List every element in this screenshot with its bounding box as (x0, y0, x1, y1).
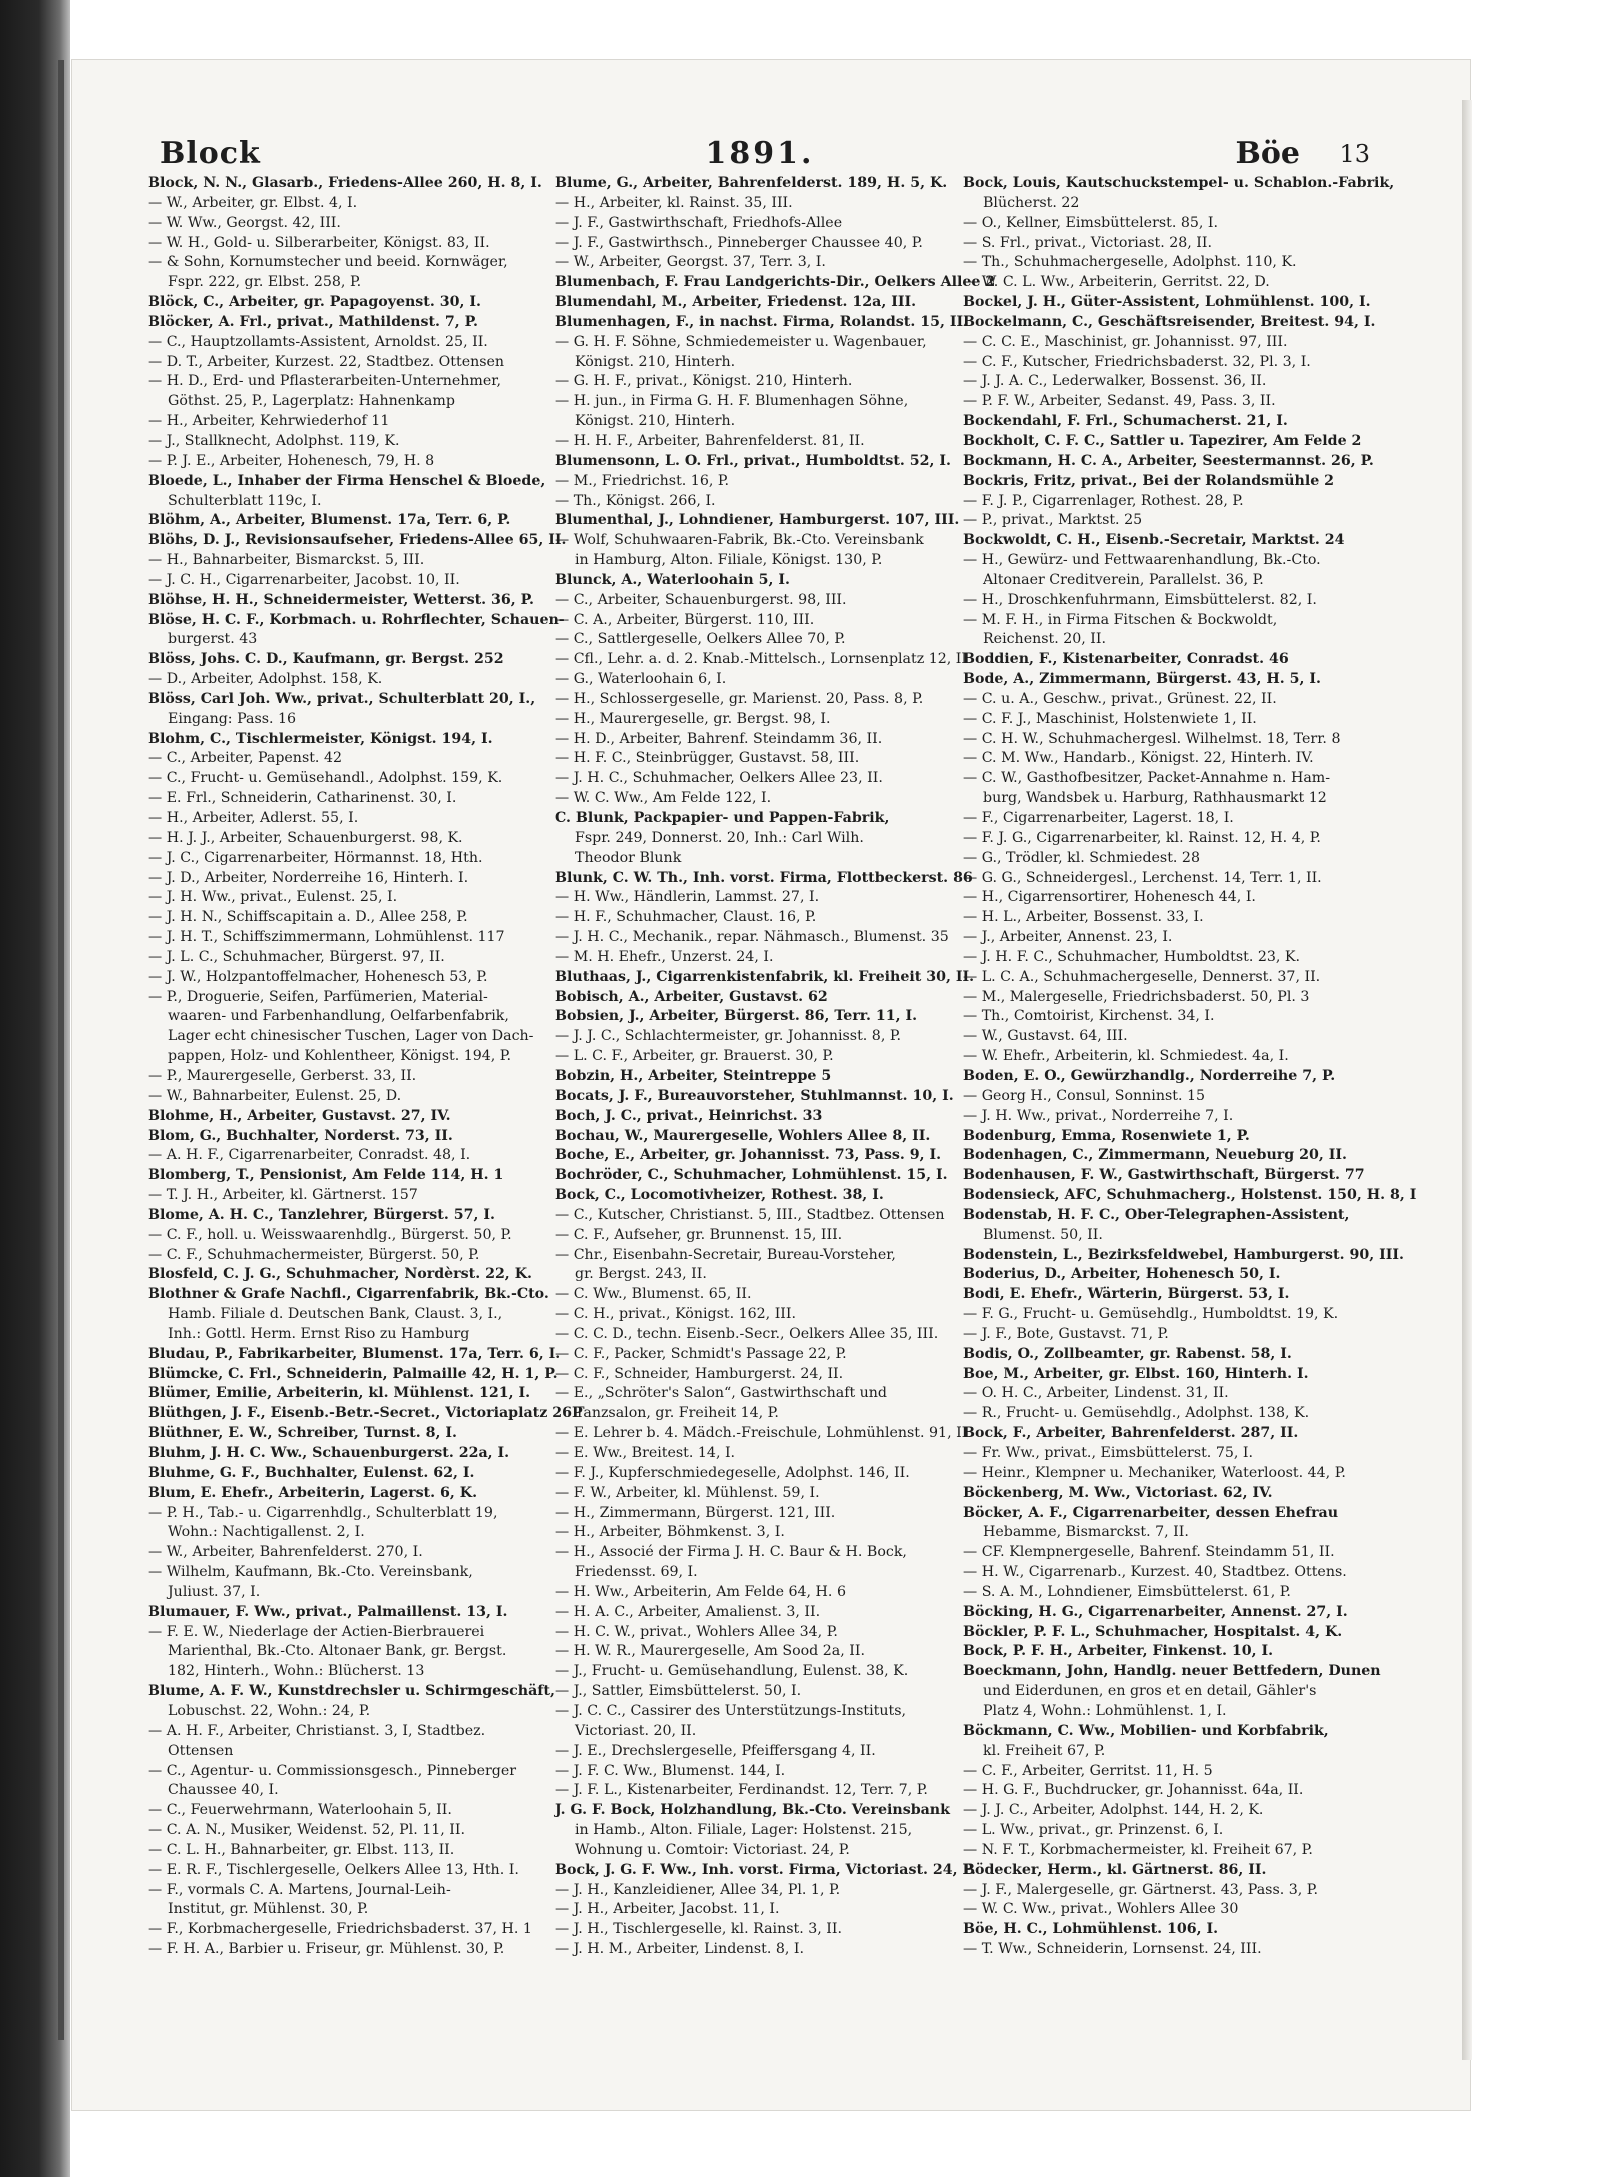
directory-entry-line: — Th., Schuhmachergeselle, Adolphst. 110, K. (963, 254, 1297, 271)
directory-entry-line: — M. F. H., in Firma Fitschen & Bockwoldt, (963, 611, 1278, 628)
directory-entry-line: Boddien, F., Kistenarbeiter, Conradst. 46 (963, 651, 1289, 668)
directory-entry-line: — P. J. E., Arbeiter, Hohenesch, 79, H. 8 (148, 452, 435, 469)
directory-entry-line: — H. W. R., Maurergeselle, Am Sood 2a, II. (555, 1643, 865, 1660)
directory-entry-line: — J. F., Gastwirthsch., Pinneberger Chaussee 40, P. (555, 234, 923, 251)
directory-entry-line: Blohm, C., Tischlermeister, Königst. 194, I. (148, 730, 493, 747)
directory-entry-line: Blöse, H. C. F., Korbmach. u. Rohrflechter, Schauen- (148, 611, 565, 628)
directory-entry-line: Reichenst. 20, II. (983, 631, 1107, 648)
directory-entry-line: Bluhm, J. H. C. Ww., Schauenburgerst. 22a, I. (148, 1445, 510, 1461)
directory-entry-line: Bockelmann, C., Geschäftsreisender, Breitest. 94, I. (963, 313, 1376, 330)
directory-entry-line: — W., Gustavst. 64, III. (963, 1028, 1128, 1045)
directory-entry-line: Bodensieck, AFC, Schuhmacherg., Holstenst. 150, H. 8, I (963, 1187, 1417, 1204)
directory-entry-line: — E., „Schröter's Salon“, Gastwirthschaft und (555, 1385, 888, 1402)
directory-entry-line: Königst. 210, Hinterh. (575, 413, 736, 430)
directory-entry-line: Blumenthal, J., Lohndiener, Hamburgerst. 107, III. (555, 512, 960, 529)
directory-entry-line: — H. L., Arbeiter, Bossenst. 33, I. (963, 909, 1204, 926)
directory-entry-line: Blome, A. H. C., Tanzlehrer, Bürgerst. 57, I. (148, 1206, 495, 1223)
directory-entry-line: Blunk, C. W. Th., Inh. vorst. Firma, Flottbeckerst. 86 (555, 869, 973, 886)
directory-entry-line: Ottensen (168, 1742, 234, 1759)
directory-entry-line: Bodenstein, L., Bezirksfeldwebel, Hamburgerst. 90, III. (963, 1246, 1404, 1263)
directory-entry-line: Blohme, H., Arbeiter, Gustavst. 27, IV. (148, 1107, 451, 1124)
directory-entry-line: Böckmann, C. Ww., Mobilien- und Korbfabrik, (963, 1722, 1329, 1739)
directory-entry-line: Bode, A., Zimmermann, Bürgerst. 43, H. 5, I. (963, 671, 1321, 688)
directory-entry-line: Böckenberg, M. Ww., Victoriast. 62, IV. (963, 1484, 1273, 1501)
directory-entry-line: — C. F., Schuhmachermeister, Bürgerst. 50, P. (148, 1246, 480, 1263)
directory-entry-line: Bockendahl, F. Frl., Schumacherst. 21, I. (963, 413, 1288, 430)
directory-entry-line: — J. H., Arbeiter, Jacobst. 11, I. (555, 1901, 780, 1918)
directory-entry-line: — P. F. W., Arbeiter, Sedanst. 49, Pass. 3, II. (963, 393, 1276, 410)
directory-entry-line: — C., Hauptzollamts-Assistent, Arnoldst. 25, II. (148, 333, 488, 350)
directory-entry-line: Lager echt chinesischer Tuschen, Lager von Dach- (168, 1028, 534, 1045)
directory-entry-line: — J. H. F. C., Schuhmacher, Humboldtst. 23, K. (963, 948, 1301, 965)
directory-entry-line: — C. L. H., Bahnarbeiter, gr. Elbst. 113, II. (148, 1841, 455, 1858)
directory-entry-line: Boche, E., Arbeiter, gr. Johannisst. 73, Pass. 9, I. (555, 1147, 942, 1164)
directory-entry-line: Boch, J. C., privat., Heinrichst. 33 (555, 1107, 823, 1124)
directory-entry-line: — W., Arbeiter, Bahrenfelderst. 270, I. (148, 1544, 423, 1561)
directory-entry-line: — R., Frucht- u. Gemüsehdlg., Adolphst. 138, K. (963, 1405, 1310, 1422)
directory-entry-line: — J. F. C. Ww., Blumenst. 144, I. (555, 1762, 786, 1779)
directory-entry-line: Bluhme, G. F., Buchhalter, Eulenst. 62, I. (148, 1464, 475, 1481)
directory-entry-line: gr. Bergst. 243, II. (575, 1266, 707, 1283)
directory-entry-line: — F. G., Frucht- u. Gemüsehdlg., Humboldtst. 19, K. (963, 1306, 1339, 1323)
directory-entry-line: Juliust. 37, I. (168, 1583, 261, 1600)
directory-entry-line: — F., Korbmachergeselle, Friedrichsbaderst. 37, H. 1 (148, 1921, 532, 1938)
directory-entry-line: — S. Frl., privat., Victoriast. 28, II. (963, 234, 1213, 251)
directory-entry-line: — J. H. Ww., privat., Norderreihe 7, I. (963, 1107, 1234, 1124)
directory-entry-line: — O. H. C., Arbeiter, Lindenst. 31, II. (963, 1385, 1229, 1402)
binding-edge (58, 60, 64, 2040)
directory-entry-line: — H., Schlossergeselle, gr. Marienst. 20, Pass. 8, P. (555, 690, 924, 707)
directory-entry-line: — C. A., Arbeiter, Bürgerst. 110, III. (555, 611, 815, 628)
directory-entry-line: — J. L. C., Schuhmacher, Bürgerst. 97, II. (148, 948, 445, 965)
directory-entry-line: waaren- und Farbenhandlung, Oelfarbenfabrik, (168, 1008, 509, 1025)
directory-entry-line: Bodis, O., Zollbeamter, gr. Rabenst. 58, I. (963, 1345, 1292, 1362)
directory-entry-line: — D. T., Arbeiter, Kurzest. 22, Stadtbez. Ottensen (148, 353, 505, 370)
directory-entry-line: Blöcker, A. Frl., privat., Mathildenst. 7, P. (148, 313, 478, 330)
directory-entry-line: Friedensst. 69, I. (575, 1564, 698, 1581)
directory-entry-line: Blomberg, T., Pensionist, Am Felde 114, H. 1 (148, 1167, 504, 1184)
directory-entry-line: Blumauer, F. Ww., privat., Palmaillenst. 13, I. (148, 1603, 508, 1620)
directory-entry-line: — C., Arbeiter, Schauenburgerst. 98, III. (555, 591, 847, 608)
directory-entry-line: Blücherst. 22 (983, 194, 1080, 211)
directory-entry-line: — H., Arbeiter, Adlerst. 55, I. (148, 810, 359, 826)
directory-entry-line: — J., Sattler, Eimsbüttelerst. 50, I. (555, 1683, 802, 1700)
directory-entry-line: — C. F., Kutscher, Friedrichsbaderst. 32, Pl. 3, I. (963, 353, 1311, 370)
directory-entry-line: Boeckmann, John, Handlg. neuer Bettfedern, Dunen (963, 1663, 1381, 1680)
directory-entry-line: — W. C. Ww., privat., Wohlers Allee 30 (963, 1901, 1239, 1918)
directory-entry-line: Bodenhagen, C., Zimmermann, Neueburg 20, II. (963, 1147, 1347, 1164)
directory-entry-line: kl. Freiheit 67, P. (983, 1742, 1106, 1759)
directory-entry-line: — G., Waterloohain 6, I. (555, 671, 727, 688)
directory-entry-line: — W. C. L. Ww., Arbeiterin, Gerritst. 22, D. (963, 274, 1270, 291)
directory-entry-line: — G. G., Schneidergesl., Lerchenst. 14, Terr. 1, II. (963, 869, 1322, 886)
directory-entry-line: Blöss, Carl Joh. Ww., privat., Schulterblatt 20, I., (148, 690, 536, 707)
directory-entry-line: — Th., Comtoirist, Kirchenst. 34, I. (963, 1008, 1215, 1025)
directory-entry-line: — C., Kutscher, Christianst. 5, III., Stadtbez. Ottensen (555, 1206, 945, 1223)
directory-entry-line: — C. F., Schneider, Hamburgerst. 24, II. (555, 1365, 844, 1382)
directory-entry-line: — J. H. Ww., privat., Eulenst. 25, I. (148, 889, 398, 906)
directory-entry-line: — Th., Königst. 266, I. (555, 492, 716, 509)
directory-entry-line: — CF. Klempnergeselle, Bahrenf. Steindamm 51, II. (963, 1544, 1335, 1561)
directory-entry-line: Blumensonn, L. O. Frl., privat., Humboldtst. 52, I. (555, 452, 951, 469)
directory-entry-line: Blume, G., Arbeiter, Bahrenfelderst. 189, H. 5, K. (555, 175, 948, 191)
directory-entry-line: — Wolf, Schuhwaaren-Fabrik, Bk.-Cto. Vereinsbank (555, 532, 924, 549)
directory-entry-line: Tanzsalon, gr. Freiheit 14, P. (575, 1405, 779, 1422)
directory-entry-line: — J. H. T., Schiffszimmermann, Lohmühlenst. 117 (148, 929, 505, 946)
directory-entry-line: — H. W., Cigarrenarb., Kurzest. 40, Stadtbez. Ottens. (963, 1564, 1347, 1581)
directory-entry-line: burg, Wandsbek u. Harburg, Rathhausmarkt 12 (983, 790, 1327, 807)
directory-entry-line: Blöck, C., Arbeiter, gr. Papagoyenst. 30, I. (148, 294, 481, 311)
directory-entry-line: — C., Sattlergeselle, Oelkers Allee 70, P. (555, 631, 846, 648)
directory-entry-line: — L. Ww., privat., gr. Prinzenst. 6, I. (963, 1822, 1224, 1839)
directory-entry-line: Bock, F., Arbeiter, Bahrenfelderst. 287, II. (963, 1425, 1299, 1442)
directory-entry-line: — W. C. Ww., Am Felde 122, I. (555, 790, 772, 807)
directory-entry-line: — C., Frucht- u. Gemüsehandl., Adolphst. 159, K. (148, 770, 503, 787)
directory-entry-line: Platz 4, Wohn.: Lohmühlenst. 1, I. (983, 1702, 1227, 1719)
directory-entry-line: — J. C. H., Cigarrenarbeiter, Jacobst. 10, II. (148, 571, 460, 588)
directory-entry-line: Böckler, P. F. L., Schuhmacher, Hospitalst. 4, K. (963, 1623, 1343, 1640)
directory-entry-line: Königst. 210, Hinterh. (575, 353, 736, 370)
directory-entry-line: — L. C. A., Schuhmachergeselle, Dennerst. 37, II. (963, 968, 1321, 985)
directory-entry-line: Wohnung u. Comtoir: Victoriast. 24, P. (575, 1841, 850, 1858)
directory-entry-line: Victoriast. 20, II. (575, 1722, 697, 1739)
directory-entry-line: Schulterblatt 119c, I. (168, 492, 322, 509)
directory-entry-line: — J. C., Cigarrenarbeiter, Hörmannst. 18, Hth. (148, 849, 483, 866)
directory-entry-line: 182, Hinterh., Wohn.: Blücherst. 13 (168, 1663, 425, 1680)
directory-entry-line: — H. jun., in Firma G. H. F. Blumenhagen Söhne, (555, 393, 909, 410)
directory-entry-line: — J. D., Arbeiter, Norderreihe 16, Hinterh. I. (148, 869, 469, 886)
directory-entry-line: — C., Arbeiter, Papenst. 42 (148, 750, 342, 767)
directory-entry-line: — J. F., Malergeselle, gr. Gärtnerst. 43, Pass. 3, P. (963, 1881, 1318, 1898)
directory-entry-line: — F. J., Kupferschmiedegeselle, Adolphst. 146, II. (555, 1464, 910, 1481)
directory-entry-line: Boderius, D., Arbeiter, Hohenesch 50, I. (963, 1266, 1281, 1283)
directory-entry-line: Bodenburg, Emma, Rosenwiete 1, P. (963, 1127, 1250, 1144)
directory-entry-line: Chaussee 40, I. (168, 1782, 279, 1799)
directory-entry-line: — W. Ww., Georgst. 42, III. (148, 214, 341, 231)
directory-entry-line: Bodenstab, H. F. C., Ober-Telegraphen-Assistent, (963, 1206, 1350, 1223)
directory-entry-line: — Fr. Ww., privat., Eimsbüttelerst. 75, I. (963, 1445, 1254, 1461)
directory-entry-line: — H. C. W., privat., Wohlers Allee 34, P. (555, 1623, 838, 1640)
directory-entry-line: — & Sohn, Kornumstecher und beeid. Kornwäger, (148, 254, 508, 271)
directory-entry-line: — P., Maurergeselle, Gerberst. 33, II. (148, 1067, 417, 1084)
directory-entry-line: Blümcke, C. Frl., Schneiderin, Palmaille 42, H. 1, P. (148, 1365, 558, 1382)
directory-entry-line: Block, N. N., Glasarb., Friedens-Allee 260, H. 8, I. (148, 175, 542, 191)
directory-entry-line: Blumenbach, F. Frau Landgerichts-Dir., Oelkers Allee 2 (555, 274, 996, 291)
directory-entry-line: — J. J. C., Schlachtermeister, gr. Johannisst. 8, P. (555, 1028, 902, 1045)
directory-entry-line: — P., Droguerie, Seifen, Parfümerien, Material- (148, 988, 488, 1005)
directory-entry-line: Bochau, W., Maurergeselle, Wohlers Allee 8, II. (555, 1127, 931, 1144)
directory-entry-line: — J. H., Kanzleidiener, Allee 34, Pl. 1, P. (555, 1881, 841, 1898)
directory-entry-line: — H. G. F., Buchdrucker, gr. Johannisst. 64a, II. (963, 1782, 1304, 1799)
directory-entry-line: — H. Ww., Händlerin, Lammst. 27, I. (555, 889, 820, 906)
directory-entry-line: — T. J. H., Arbeiter, kl. Gärtnerst. 157 (148, 1187, 418, 1204)
header-right-keyword: Böe (1235, 136, 1300, 171)
directory-entry-line: — J., Arbeiter, Annenst. 23, I. (963, 929, 1173, 946)
directory-entry-line: — P. H., Tab.- u. Cigarrenhdlg., Schulterblatt 19, (148, 1504, 498, 1521)
directory-entry-line: — J. H. C., Schuhmacher, Oelkers Allee 23, II. (555, 770, 883, 787)
directory-entry-line: Bocats, J. F., Bureauvorsteher, Stuhlmannst. 10, I. (555, 1087, 954, 1104)
directory-entry-line: — E. Frl., Schneiderin, Catharinenst. 30, I. (148, 790, 457, 807)
directory-entry-line: Blom, G., Buchhalter, Norderst. 73, II. (148, 1127, 453, 1144)
directory-entry-line: — Heinr., Klempner u. Mechaniker, Waterloost. 44, P. (963, 1464, 1346, 1481)
directory-entry-line: — C. A. N., Musiker, Weidenst. 52, Pl. 11, II. (148, 1822, 466, 1839)
directory-entry-line: Lobuschst. 22, Wohn.: 24, P. (168, 1702, 371, 1719)
directory-entry-line: — H., Gewürz- und Fettwaarenhandlung, Bk.-Cto. (963, 552, 1321, 569)
directory-entry-line: C. Blunk, Packpapier- und Pappen-Fabrik, (555, 810, 890, 826)
page-number: 13 (1339, 140, 1370, 168)
directory-entry-line: J. G. F. Bock, Holzhandlung, Bk.-Cto. Vereinsbank (555, 1802, 950, 1819)
directory-entry-line: — J. F. L., Kistenarbeiter, Ferdinandst. 12, Terr. 7, P. (555, 1782, 928, 1799)
directory-entry-line: in Hamb., Alton. Filiale, Lager: Holstenst. 215, (575, 1822, 913, 1839)
directory-entry-line: burgerst. 43 (168, 631, 258, 648)
directory-entry-line: — J. C. C., Cassirer des Unterstützungs-Instituts, (555, 1702, 906, 1719)
directory-entry-line: — C. M. Ww., Handarb., Königst. 22, Hinterh. IV. (963, 750, 1314, 767)
directory-entry-line: — Cfl., Lehr. a. d. 2. Knab.-Mittelsch., Lornsenplatz 12, II (555, 651, 967, 668)
directory-entry-line: — H., Arbeiter, Kehrwiederhof 11 (148, 413, 390, 430)
directory-entry-line: Bock, Louis, Kautschuckstempel- u. Schablon.-Fabrik, (963, 175, 1395, 191)
directory-entry-line: und Eiderdunen, en gros et en detail, Gähler's (983, 1683, 1317, 1700)
directory-entry-line: Blosfeld, C. J. G., Schuhmacher, Nordèrst. 22, K. (148, 1266, 532, 1283)
directory-entry-line: — G., Trödler, kl. Schmiedest. 28 (963, 849, 1200, 866)
directory-entry-line: — E. Lehrer b. 4. Mädch.-Freischule, Lohmühlenst. 91, II (555, 1425, 968, 1442)
directory-entry-line: — F. E. W., Niederlage der Actien-Bierbrauerei (148, 1623, 485, 1640)
directory-entry-line: — J. F., Gastwirthschaft, Friedhofs-Allee (555, 214, 843, 231)
directory-entry-line: — H., Zimmermann, Bürgerst. 121, III. (555, 1504, 836, 1521)
directory-entry-line: Blumenst. 50, II. (983, 1226, 1103, 1243)
directory-entry-line: Blöhse, H. H., Schneidermeister, Wetterst. 36, P. (148, 591, 534, 608)
directory-entry-line: — H. F., Schuhmacher, Claust. 16, P. (555, 909, 817, 926)
directory-entry-line: Fspr. 222, gr. Elbst. 258, P. (168, 274, 362, 291)
directory-entry-line: Böcker, A. F., Cigarrenarbeiter, dessen Ehefrau (963, 1504, 1339, 1521)
directory-entry-line: Institut, gr. Mühlenst. 30, P. (168, 1901, 369, 1918)
directory-entry-line: — G. H. F., privat., Königst. 210, Hinterh. (555, 373, 853, 390)
directory-entry-line: — J. H., Tischlergeselle, kl. Rainst. 3, II. (555, 1921, 842, 1938)
directory-entry-line: Theodor Blunk (575, 849, 682, 866)
directory-entry-line: — E. Ww., Breitest. 14, I. (555, 1445, 736, 1461)
directory-entry-line: — W., Arbeiter, Georgst. 37, Terr. 3, I. (555, 254, 826, 271)
directory-entry-line: Böe, H. C., Lohmühlenst. 106, I. (963, 1921, 1219, 1938)
directory-entry-line: — C. F., Arbeiter, Gerritst. 11, H. 5 (963, 1762, 1213, 1779)
directory-entry-line: — A. H. F., Cigarrenarbeiter, Conradst. 48, I. (148, 1147, 471, 1164)
directory-entry-line: Blothner & Grafe Nachfl., Cigarrenfabrik, Bk.-Cto. (148, 1286, 549, 1303)
directory-entry-line: Bodenhausen, F. W., Gastwirthschaft, Bürgerst. 77 (963, 1167, 1365, 1184)
directory-entry-line: Blumenhagen, F., in nachst. Firma, Rolandst. 15, II. (555, 313, 969, 330)
directory-entry-line: Hebamme, Bismarckst. 7, II. (983, 1524, 1189, 1541)
directory-entry-line: Blum, E. Ehefr., Arbeiterin, Lagerst. 6, K. (148, 1484, 478, 1501)
directory-entry-line: Bludau, P., Fabrikarbeiter, Blumenst. 17a, Terr. 6, I. (148, 1345, 561, 1362)
directory-entry-line: — T. Ww., Schneiderin, Lornsenst. 24, III. (963, 1941, 1262, 1958)
directory-entry-line: Blüthgen, J. F., Eisenb.-Betr.-Secret., Victoriaplatz 26P (148, 1405, 583, 1422)
page-header (150, 136, 1370, 176)
directory-entry-line: Blumendahl, M., Arbeiter, Friedenst. 12a, III. (555, 294, 917, 311)
directory-entry-line: — J. J. A. C., Lederwalker, Bossenst. 36, II. (963, 373, 1267, 390)
page-edge (1462, 100, 1472, 2060)
directory-entry-line: — J. W., Holzpantoffelmacher, Hohenesch 53, P. (148, 968, 488, 985)
directory-entry-line: — C. F., Aufseher, gr. Brunnenst. 15, III. (555, 1226, 843, 1243)
directory-entry-line: — C. H. W., Schuhmachergesl. Wilhelmst. 18, Terr. 8 (963, 730, 1341, 747)
directory-entry-line: — E. R. F., Tischlergeselle, Oelkers Allee 13, Hth. I. (148, 1861, 519, 1878)
directory-entry-line: — L. C. F., Arbeiter, gr. Brauerst. 30, P. (555, 1048, 834, 1065)
directory-entry-line: — Chr., Eisenbahn-Secretair, Bureau-Vorsteher, (555, 1246, 896, 1263)
directory-entry-line: — H. J. J., Arbeiter, Schauenburgerst. 98, K. (148, 829, 463, 846)
directory-entry-line: — Wilhelm, Kaufmann, Bk.-Cto. Vereinsbank, (148, 1564, 473, 1581)
directory-entry-line: — J. J. C., Arbeiter, Adolphst. 144, H. 2, K. (963, 1802, 1264, 1819)
directory-entry-line: Blöss, Johs. C. D., Kaufmann, gr. Bergst. 252 (148, 651, 504, 668)
directory-entry-line: — N. F. T., Korbmachermeister, kl. Freiheit 67, P. (963, 1841, 1313, 1858)
directory-entry-line: — C., Agentur- u. Commissionsgesch., Pinneberger (148, 1762, 517, 1779)
directory-entry-line: Bluthaas, J., Cigarrenkistenfabrik, kl. Freiheit 30, II. (555, 968, 975, 985)
directory-entry-line: — H., Arbeiter, kl. Rainst. 35, III. (555, 194, 793, 211)
directory-entry-line: Blöhm, A., Arbeiter, Blumenst. 17a, Terr. 6, P. (148, 512, 511, 529)
directory-entry-line: — Georg H., Consul, Sonninst. 15 (963, 1087, 1206, 1104)
directory-entry-line: — J. H. M., Arbeiter, Lindenst. 8, I. (555, 1941, 805, 1958)
directory-entry-line: — M. H. Ehefr., Unzerst. 24, I. (555, 948, 774, 965)
directory-entry-line: in Hamburg, Alton. Filiale, Königst. 130, P. (575, 552, 883, 569)
directory-entry-line: Bockris, Fritz, privat., Bei der Rolandsmühle 2 (963, 472, 1335, 489)
directory-entry-line: — C. C. E., Maschinist, gr. Johannisst. 97, III. (963, 333, 1288, 350)
directory-entry-line: — H., Droschkenfuhrmann, Eimsbüttelerst. 82, I. (963, 591, 1317, 608)
directory-entry-line: — F., Cigarrenarbeiter, Lagerst. 18, I. (963, 810, 1234, 826)
directory-column-1 (148, 174, 583, 1984)
directory-entry-line: Wohn.: Nachtigallenst. 2, I. (168, 1524, 365, 1541)
directory-entry-line: — C. H., privat., Königst. 162, III. (555, 1306, 797, 1323)
directory-entry-line: — C. Ww., Blumenst. 65, II. (555, 1286, 752, 1303)
directory-entry-line: — J. E., Drechslergeselle, Pfeiffersgang 4, II. (555, 1742, 876, 1759)
directory-entry-line: Bobzin, H., Arbeiter, Steintreppe 5 (555, 1067, 832, 1084)
directory-entry-line: — H., Associé der Firma J. H. C. Baur & H. Bock, (555, 1544, 907, 1561)
directory-entry-line: Bock, J. G. F. Ww., Inh. vorst. Firma, Victoriast. 24, P. (555, 1861, 976, 1878)
directory-entry-line: — W., Arbeiter, gr. Elbst. 4, I. (148, 194, 358, 211)
directory-entry-line: Altonaer Creditverein, Parallelst. 36, P. (983, 571, 1264, 588)
directory-entry-line: — G. H. F. Söhne, Schmiedemeister u. Wagenbauer, (555, 333, 927, 350)
directory-entry-line: — F. W., Arbeiter, kl. Mühlenst. 59, I. (555, 1484, 820, 1501)
directory-entry-line: — F. J. P., Cigarrenlager, Rothest. 28, P. (963, 492, 1244, 509)
directory-entry-line: Bock, C., Locomotivheizer, Rothest. 38, I. (555, 1187, 884, 1204)
directory-entry-line: Bobisch, A., Arbeiter, Gustavst. 62 (555, 988, 828, 1005)
directory-entry-line: — H., Cigarrensortirer, Hohenesch 44, I. (963, 889, 1256, 906)
directory-entry-line: Eingang: Pass. 16 (168, 710, 297, 727)
directory-entry-line: pappen, Holz- und Kohlentheer, Königst. 194, P. (168, 1048, 511, 1065)
directory-entry-line: — J., Frucht- u. Gemüsehandlung, Eulenst. 38, K. (555, 1663, 909, 1680)
directory-entry-line: — W. H., Gold- u. Silberarbeiter, Königst. 83, II. (148, 234, 490, 251)
directory-entry-line: Bödecker, Herm., kl. Gärtnerst. 86, II. (963, 1861, 1267, 1878)
directory-entry-line: Bockwoldt, C. H., Eisenb.-Secretair, Marktst. 24 (963, 532, 1345, 549)
directory-entry-line: Bodi, E. Ehefr., Wärterin, Bürgerst. 53, I. (963, 1286, 1290, 1303)
directory-entry-line: — H. D., Erd- und Pflasterarbeiten-Unternehmer, (148, 373, 502, 390)
header-left-keyword: Block (160, 136, 261, 171)
directory-column-3 (963, 174, 1417, 1984)
directory-entry-line: — D., Arbeiter, Adolphst. 158, K. (148, 671, 383, 688)
directory-entry-line: Marienthal, Bk.-Cto. Altonaer Bank, gr. Bergst. (168, 1643, 507, 1660)
directory-entry-line: Blüthner, E. W., Schreiber, Turnst. 8, I. (148, 1425, 457, 1442)
directory-entry-line: Böcking, H. G., Cigarrenarbeiter, Annenst. 27, I. (963, 1603, 1348, 1620)
directory-entry-line: — H. H. F., Arbeiter, Bahrenfelderst. 81, II. (555, 432, 865, 449)
directory-entry-line: — H. Ww., Arbeiterin, Am Felde 64, H. 6 (555, 1583, 846, 1600)
directory-entry-line: Fspr. 249, Donnerst. 20, Inh.: Carl Wilh. (575, 829, 864, 846)
directory-entry-line: Bockmann, H. C. A., Arbeiter, Seestermannst. 26, P. (963, 452, 1374, 469)
directory-entry-line: Bockholt, C. F. C., Sattler u. Tapezirer, Am Felde 2 (963, 432, 1362, 449)
directory-entry-line: — S. A. M., Lohndiener, Eimsbüttelerst. 61, P. (963, 1583, 1291, 1600)
directory-entry-line: — H., Bahnarbeiter, Bismarckst. 5, III. (148, 552, 425, 569)
directory-entry-line: Hamb. Filiale d. Deutschen Bank, Claust. 3, I., (168, 1306, 503, 1323)
directory-entry-line: Göthst. 25, P., Lagerplatz: Hahnenkamp (168, 393, 455, 410)
directory-entry-line: — J. H. N., Schiffscapitain a. D., Allee 258, P. (148, 909, 468, 926)
directory-entry-line: — J. H. C., Mechanik., repar. Nähmasch., Blumenst. 35 (555, 929, 949, 946)
directory-entry-line: Bockel, J. H., Güter-Assistent, Lohmühlenst. 100, I. (963, 294, 1371, 311)
directory-entry-line: — C., Feuerwehrmann, Waterloohain 5, II. (148, 1802, 452, 1819)
directory-entry-line: Blume, A. F. W., Kunstdrechsler u. Schirmgeschäft, (148, 1683, 555, 1700)
directory-entry-line: — O., Kellner, Eimsbüttelerst. 85, I. (963, 214, 1219, 231)
directory-entry-line: — C. C. D., techn. Eisenb.-Secr., Oelkers Allee 35, III. (555, 1325, 939, 1342)
directory-entry-line: — C. F., holl. u. Weisswaarenhdlg., Bürgerst. 50, P. (148, 1226, 512, 1243)
directory-entry-line: — C. F., Packer, Schmidt's Passage 22, P. (555, 1345, 847, 1362)
directory-entry-line: — M., Friedrichst. 16, P. (555, 472, 730, 489)
directory-entry-line: — C. W., Gasthofbesitzer, Packet-Annahme n. Ham- (963, 770, 1331, 787)
directory-entry-line: — A. H. F., Arbeiter, Christianst. 3, I, Stadtbez. (148, 1722, 486, 1739)
directory-entry-line: — C. F. J., Maschinist, Holstenwiete 1, II. (963, 710, 1257, 727)
directory-entry-line: — H., Maurergeselle, gr. Bergst. 98, I. (555, 710, 831, 727)
directory-entry-line: Bloede, L., Inhaber der Firma Henschel & Bloede, (148, 472, 546, 489)
directory-entry-line: — H., Arbeiter, Böhmkenst. 3, I. (555, 1524, 785, 1541)
directory-entry-line: — H. D., Arbeiter, Bahrenf. Steindamm 36, II. (555, 730, 883, 747)
directory-entry-line: Bochröder, C., Schuhmacher, Lohmühlenst. 15, I. (555, 1167, 948, 1184)
directory-entry-line: — M., Malergeselle, Friedrichsbaderst. 50, Pl. 3 (963, 988, 1310, 1005)
directory-entry-line: Blunck, A., Waterloohain 5, I. (555, 571, 790, 588)
directory-entry-line: Inh.: Gottl. Herm. Ernst Riso zu Hamburg (168, 1325, 470, 1342)
directory-entry-line: — J., Stallknecht, Adolphst. 119, K. (148, 432, 400, 449)
directory-entry-line: — H. F. C., Steinbrügger, Gustavst. 58, III. (555, 750, 860, 767)
directory-entry-line: — W., Bahnarbeiter, Eulenst. 25, D. (148, 1087, 402, 1104)
directory-entry-line: — F., vormals C. A. Martens, Journal-Leih- (148, 1881, 451, 1898)
directory-entry-line: Bobsien, J., Arbeiter, Bürgerst. 86, Terr. 11, I. (555, 1008, 918, 1025)
directory-entry-line: — H. A. C., Arbeiter, Amalienst. 3, II. (555, 1603, 821, 1620)
directory-entry-line: — J. F., Bote, Gustavst. 71, P. (963, 1325, 1169, 1342)
directory-entry-line: — W. Ehefr., Arbeiterin, kl. Schmiedest. 4a, I. (963, 1048, 1289, 1065)
directory-entry-line: Boe, M., Arbeiter, gr. Elbst. 160, Hinterh. I. (963, 1365, 1309, 1382)
directory-entry-line: — C. u. A., Geschw., privat., Grünest. 22, II. (963, 690, 1277, 707)
directory-entry-line: Boden, E. O., Gewürzhandlg., Norderreihe 7, P. (963, 1067, 1336, 1084)
directory-entry-line: — P., privat., Marktst. 25 (963, 512, 1143, 529)
header-year: 1891. (705, 136, 815, 171)
directory-entry-line: Blümer, Emilie, Arbeiterin, kl. Mühlenst. 121, I. (148, 1385, 531, 1402)
directory-entry-line: — F. J. G., Cigarrenarbeiter, kl. Rainst. 12, H. 4, P. (963, 829, 1321, 846)
directory-entry-line: Blöhs, D. J., Revisionsaufseher, Friedens-Allee 65, II. (148, 532, 567, 549)
directory-entry-line: — F. H. A., Barbier u. Friseur, gr. Mühlenst. 30, P. (148, 1941, 505, 1958)
directory-entry-line: Bock, P. F. H., Arbeiter, Finkenst. 10, I. (963, 1643, 1274, 1660)
directory-column-2 (555, 174, 996, 1984)
